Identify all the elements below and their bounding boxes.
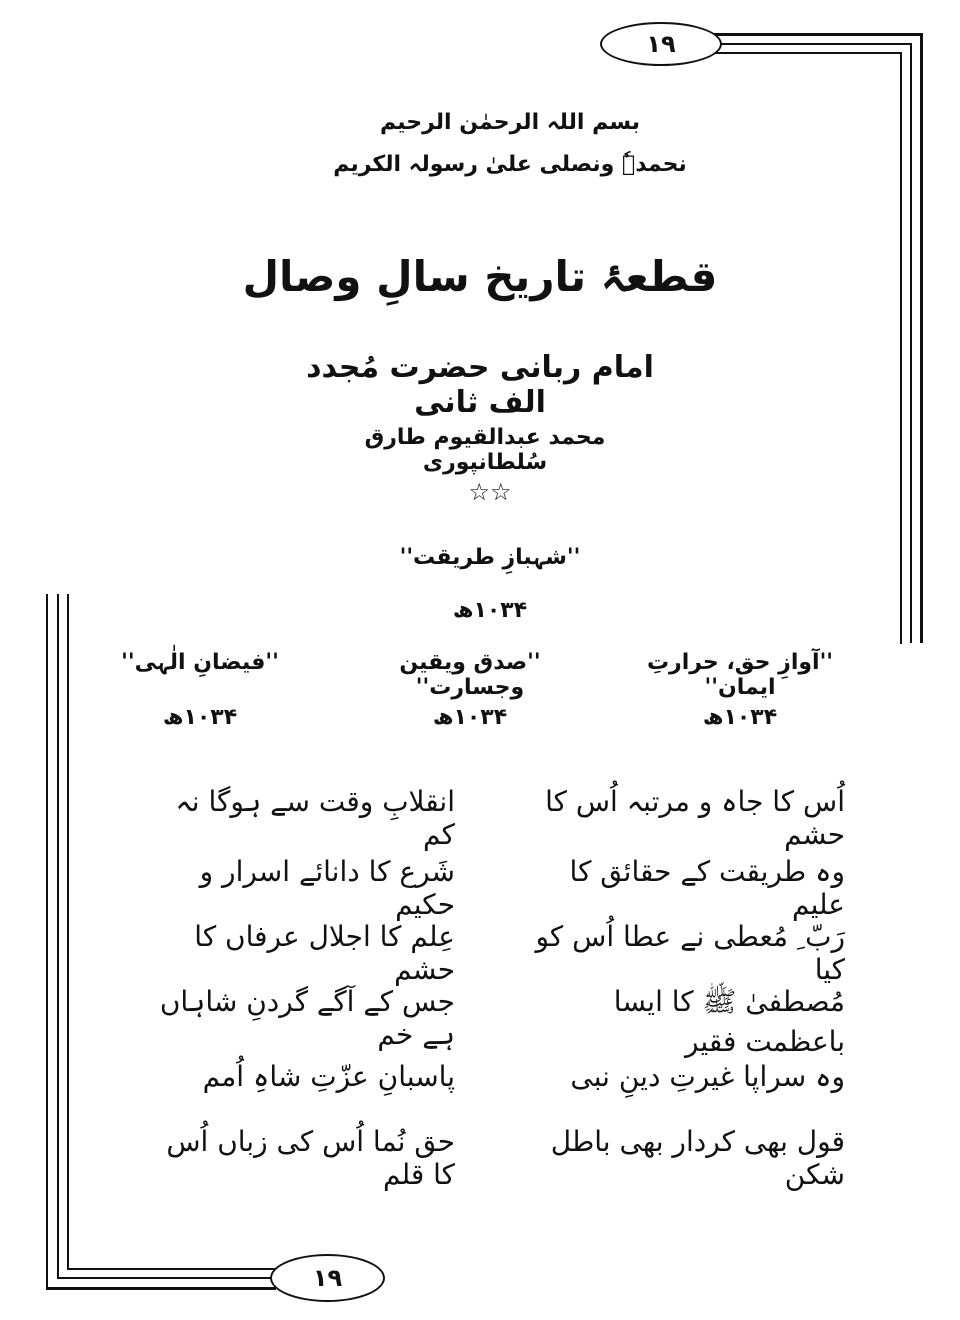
page-title: قطعۂ تاریخ سالِ وصال xyxy=(242,252,718,301)
verse-2-left: شَرع کا دانائے اسرار و حکیم xyxy=(199,855,455,921)
frame-right-line-3 xyxy=(900,52,902,644)
verse-2-right: وہ طریقت کے حقائق کا علیم xyxy=(569,855,845,921)
author-name: محمد عبدالقیوم طارق سُلطانپوری xyxy=(364,425,606,475)
verse-1-left: انقلابِ وقت سے ہوگا نہ کم xyxy=(175,785,455,851)
chronogram-left: ''فیضانِ الٰہی'' xyxy=(121,650,279,675)
verse-3-left: عِلم کا اجلال عرفاں کا حشم xyxy=(194,920,455,986)
verse-6-right: قول بھی کردار بھی باطل شکن xyxy=(550,1125,845,1191)
chronogram-middle-year: ۱۰۳۴ھ xyxy=(432,705,508,730)
verse-1-right: اُس کا جاہ و مرتبہ اُس کا حشم xyxy=(545,785,845,851)
basmala: بسم اللہ الرحمٰن الرحیم xyxy=(379,110,640,135)
invocation: نحمدہٗ ونصلی علیٰ رسولہ الکریم xyxy=(333,152,687,177)
frame-bottom-line-2 xyxy=(57,1277,276,1279)
frame-bottom-line-1 xyxy=(46,1287,276,1290)
frame-left-line-2 xyxy=(57,594,59,1279)
verse-4-left: جس کے آگے گردنِ شاہاں ہے خم xyxy=(159,985,455,1051)
frame-top-line-1 xyxy=(700,33,922,36)
chronogram-left-year: ۱۰۳۴ھ xyxy=(162,705,238,730)
frame-top-line-3 xyxy=(700,52,902,54)
page-number-bottom: ۱۹ xyxy=(270,1254,385,1302)
frame-left-line-3 xyxy=(67,594,69,1270)
verse-5-left: پاسبانِ عزّتِ شاہِ اُمم xyxy=(202,1060,455,1093)
star-icons: ☆☆ xyxy=(468,478,512,506)
frame-right-line-1 xyxy=(920,33,923,643)
frame-top-line-2 xyxy=(700,43,912,45)
frame-left-line-1 xyxy=(46,594,48,1289)
chronogram-main: ''شہبازِ طریقت'' xyxy=(399,545,581,570)
chronogram-middle: ''صدق ویقین وجسارت'' xyxy=(399,650,541,700)
chronogram-main-year: ۱۰۳۴ھ xyxy=(452,598,528,623)
chronogram-right: ''آوازِ حق، حرارتِ ایمان'' xyxy=(646,650,834,700)
subtitle: امام ربانی حضرت مُجدد الف ثانی xyxy=(306,350,654,420)
frame-bottom-line-3 xyxy=(67,1268,276,1270)
verse-6-left: حق نُما اُس کی زباں اُس کا قلم xyxy=(166,1125,455,1191)
page-number-top: ۱۹ xyxy=(600,22,722,66)
verse-3-right: رَبّ ِ مُعطی نے عطا اُس کو کیا xyxy=(535,920,845,986)
frame-right-line-2 xyxy=(910,43,912,643)
chronogram-right-year: ۱۰۳۴ھ xyxy=(702,705,778,730)
verse-5-right: وہ سراپا غیرتِ دینِ نبی xyxy=(570,1060,845,1093)
verse-4-right: مُصطفیٰ ﷺ کا ایسا باعظمت فقیر xyxy=(613,985,845,1058)
